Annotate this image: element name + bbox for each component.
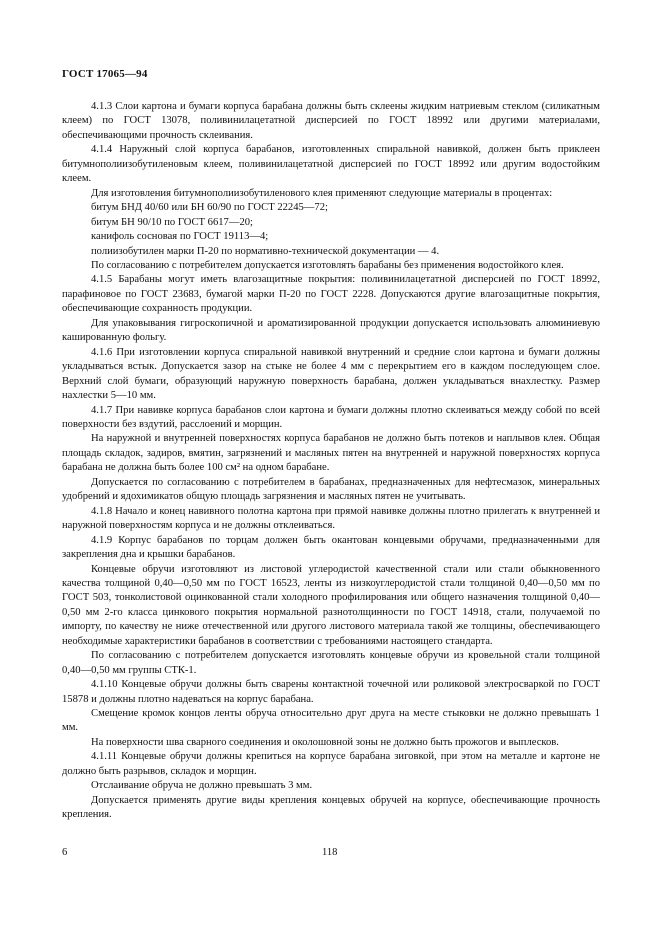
paragraph: 4.1.9 Корпус барабанов по торцам должен быть окантован концевыми обручами, предназначенными для закрепления дна и крышки барабанов. bbox=[62, 534, 600, 561]
list-item: канифоль сосновая по ГОСТ 19113—4; bbox=[91, 231, 269, 243]
paragraph: 4.1.10 Концевые обручи должны быть сварены контактной точечной или роликовой электросваркой по ГОСТ 15878 и должны плотно надеваться на корпус барабана. bbox=[62, 679, 600, 705]
paragraph: 4.1.3 Слои картона и бумаги корпуса барабана должны быть склеены жидким натриевым стеклом (силикатным клеем) по ГОСТ 13078, поливинилацетатной дисперсией по ГОСТ 18992 или другими материалами, обеспечивающими прочность склеивания. bbox=[62, 101, 600, 141]
paragraph: Смещение кромок концов ленты обруча относительно друг друга на месте стыковки не должно превышать 1 мм. bbox=[62, 708, 600, 734]
paragraph: На поверхности шва сварного соединения и околошовной зоны не должно быть прожогов и выплесков. bbox=[91, 736, 559, 748]
paragraph: 4.1.8 Начало и конец навивного полотна картона при прямой навивке должны плотно прилегать к внутренней и наружной поверхностям корпуса и не должны отклеиваться. bbox=[62, 505, 600, 532]
paragraph: Допускается применять другие виды крепления концевых обручей на корпусе, обеспечивающие прочность крепления. bbox=[62, 794, 600, 821]
list-item: битум БН 90/10 по ГОСТ 6617—20; bbox=[91, 216, 253, 228]
document-header: ГОСТ 17065—94 bbox=[62, 68, 148, 80]
list-item: полиизобутилен марки П-20 по нормативно-технической документации — 4. bbox=[91, 245, 440, 257]
paragraph: Отслаивание обруча не должно превышать 3 мм. bbox=[91, 780, 313, 792]
page-number: 6 bbox=[62, 847, 68, 858]
list-item: битум БНД 40/60 или БН 60/90 по ГОСТ 22245—72; bbox=[91, 202, 328, 214]
paragraph: Допускается по согласованию с потребителем в барабанах, предназначенных для нефтесмазок, минеральных удобрений и ядохимикатов общую площадь загрязнения и масляных пятен не учитывать. bbox=[62, 476, 600, 503]
paragraph: На наружной и внутренней поверхностях корпуса барабанов не должно быть потеков и наплывов клея. Общая площадь складок, задиров, вмятин, загрязнений и масляных пятен на внутренней и наружной поверхностях корпуса барабана не должна быть более 100 см² на одном барабане. bbox=[62, 433, 600, 474]
paragraph: Для упаковывания гигроскопичной и ароматизированной продукции допускается использовать алюминиевую кашированную фольгу. bbox=[62, 317, 600, 344]
document-body bbox=[62, 100, 600, 823]
paragraph: По согласованию с потребителем допускается изготовлять барабаны без применения водостойкого клея. bbox=[91, 259, 564, 271]
paragraph: По согласованию с потребителем допускается изготовлять концевые обручи из кровельной стали толщиной 0,40—0,50 мм группы СТК-1. bbox=[62, 650, 600, 676]
paragraph: 4.1.4 Наружный слой корпуса барабанов, изготовленных спиральной навивкой, должен быть приклеен битумнополиизобутиленовым клеем, поливинилацетатной дисперсией по ГОСТ 18992 или другим водостойким клеем. bbox=[62, 144, 600, 185]
paragraph: 4.1.5 Барабаны могут иметь влагозащитные покрытия: поливинилацетатной дисперсией по ГОСТ 18992, парафиновое по ГОСТ 23683, бумагой марки П-20 по ГОСТ 2228. Допускаются другие влагозащитные покрытия, обеспечивающие сохранность продукции. bbox=[62, 274, 600, 315]
paragraph: 4.1.6 При изготовлении корпуса спиральной навивкой внутренний и средние слои картона и бумаги должны укладываться встык. Допускается зазор на стыке не более 4 мм с перекрытием его в каждом последующем слое. Верхний слой бумаги, образующий наружную поверхность барабана, должен укладываться внахлестку. Размер нахлестки 5—10 мм. bbox=[62, 346, 600, 402]
paragraph: Для изготовления битумнополиизобутиленового клея применяют следующие материалы в процентах: bbox=[91, 187, 553, 199]
paragraph: 4.1.7 При навивке корпуса барабанов слои картона и бумаги должны плотно склеиваться между собой по всей поверхности без вздутий, расслоений и морщин. bbox=[62, 404, 600, 430]
sheet-number: 118 bbox=[322, 847, 338, 858]
paragraph: 4.1.11 Концевые обручи должны крепиться на корпусе барабана зиговкой, при этом на металле и картоне не должно быть разрывов, складок и морщин. bbox=[62, 751, 600, 777]
paragraph: Концевые обручи изготовляют из листовой углеродистой качественной стали или стали обыкновенного качества толщиной 0,40—0,50 мм по ГОСТ 16523, ленты из низкоуглеродистой стали толщиной 0,40—0,50 мм по ГОСТ 503, тонколистовой оцинкованной стали холодного профилирования или общего назначения толщиной 0,40—0,50 мм 2-го класса цинкового покрытия нормальной разнотолщинности по ГОСТ 14918, стали, получаемой по импорту, по качеству не ниже отечественной или другого листового материала такой же толщины, обеспечивающего необходимые характеристики барабанов в соответствии с требованиями настоящего стандарта. bbox=[62, 563, 600, 647]
